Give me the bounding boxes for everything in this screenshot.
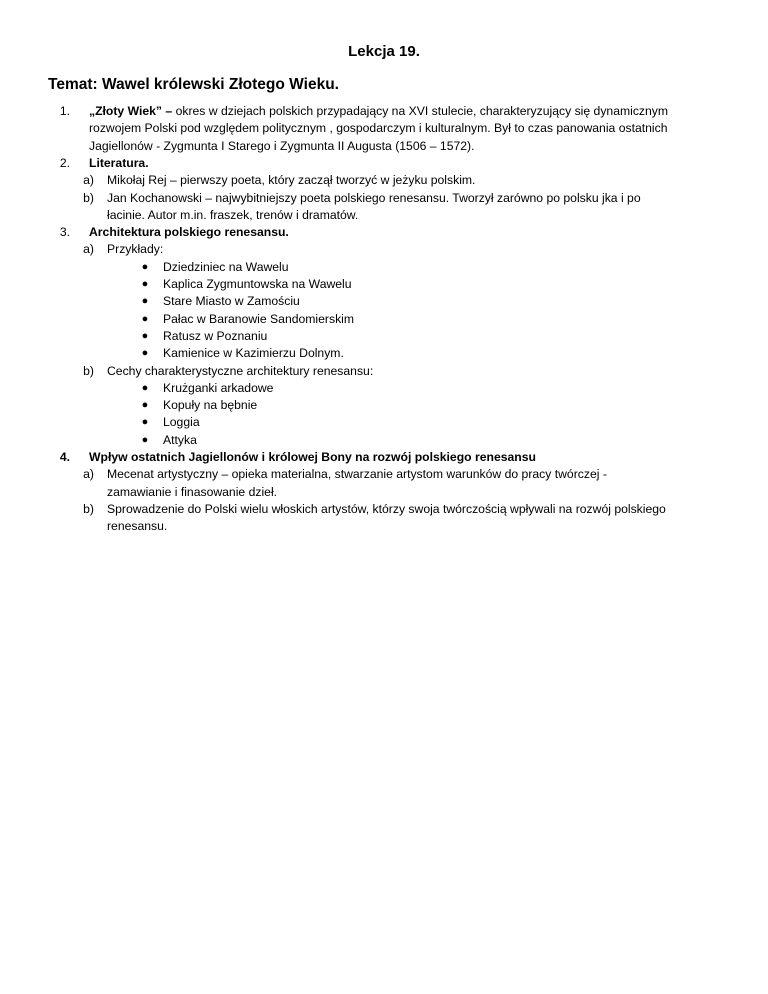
section-heading: Wpływ ostatnich Jagiellonów i królowej Bony na rozwój polskiego renesansu <box>89 450 536 464</box>
section-text: Jagiellonów - Zygmunta I Starego i Zygmunta II Augusta (1506 – 1572). <box>89 138 475 153</box>
item-text: Cechy charakterystyczne architektury renesansu: <box>107 363 374 378</box>
section-line <box>89 103 668 120</box>
bullet-item: Stare Miasto w Zamościu <box>163 294 300 309</box>
section-number: 4. <box>59 450 70 464</box>
section-number: 1. <box>59 104 70 118</box>
bullet-icon: ● <box>141 416 149 429</box>
bullet-item: Krużganki arkadowe <box>163 380 274 395</box>
bullet-icon: ● <box>141 278 149 290</box>
bullet-icon: ● <box>141 381 149 394</box>
item-letter: a) <box>83 173 94 188</box>
item-text: zamawianie i finasowanie dzieł. <box>107 484 278 499</box>
item-text: Mikołaj Rej – pierwszy poeta, który zaczął tworzyć w jeżyku polskim. <box>107 173 476 188</box>
section-text: rozwojem Polski pod względem politycznym , gospodarczym i kulturalnym. Był to czas panowania ostatnich <box>89 121 668 136</box>
bullet-item: Pałac w Baranowie Sandomierskim <box>163 311 355 326</box>
bullet-icon: ● <box>141 433 149 446</box>
bullet-item: Kopuły na bębnie <box>163 398 258 413</box>
section-number: 2. <box>59 155 70 170</box>
section-number: 3. <box>59 225 70 240</box>
bullet-item: Kamienice w Kazimierzu Dolnym. <box>163 346 344 361</box>
bullet-icon: ● <box>141 347 149 360</box>
bullet-icon: ● <box>141 329 149 342</box>
item-letter: a) <box>83 242 94 257</box>
bullet-icon: ● <box>141 260 149 273</box>
bullet-item: Dziedziniec na Wawelu <box>163 259 289 274</box>
item-text: łacinie. Autor m.in. fraszek, trenów i dramatów. <box>107 207 359 222</box>
item-text: renesansu. <box>107 519 168 534</box>
item-letter: a) <box>83 467 94 482</box>
section-heading: Literatura. <box>89 155 149 170</box>
item-letter: b) <box>83 501 94 516</box>
bullet-icon: ● <box>141 312 149 325</box>
topic-title: Temat: Wawel królewski Złotego Wieku. <box>48 76 339 93</box>
item-text: Mecenat artystyczny – opieka materialna, stwarzanie artystom warunków do pracy twórczej - <box>107 467 607 482</box>
bullet-icon: ● <box>141 295 149 308</box>
item-letter: b) <box>83 190 94 205</box>
bullet-item: Kaplica Zygmuntowska na Wawelu <box>163 277 352 291</box>
bullet-item: Attyka <box>163 432 197 447</box>
bullet-item: Ratusz w Poznaniu <box>163 328 268 343</box>
item-text: Przykłady: <box>107 242 164 257</box>
section-heading: Architektura polskiego renesansu. <box>89 225 289 240</box>
item-text: Sprowadzenie do Polski wielu włoskich artystów, którzy swoja twórczością wpływali na rozwój polskiego <box>107 501 666 516</box>
bullet-icon: ● <box>141 399 149 412</box>
section-term: „Złoty Wiek” – <box>89 104 173 118</box>
item-text: Jan Kochanowski – najwybitniejszy poeta polskiego renesansu. Tworzył zarówno po polsku jka i po <box>107 190 641 205</box>
lesson-title: Lekcja 19. <box>348 43 420 60</box>
section-text: okres w dziejach polskich przypadający na XVI stulecie, charakteryzujący się dynamicznym <box>172 104 669 118</box>
bullet-item: Loggia <box>163 415 200 430</box>
item-letter: b) <box>83 363 94 378</box>
